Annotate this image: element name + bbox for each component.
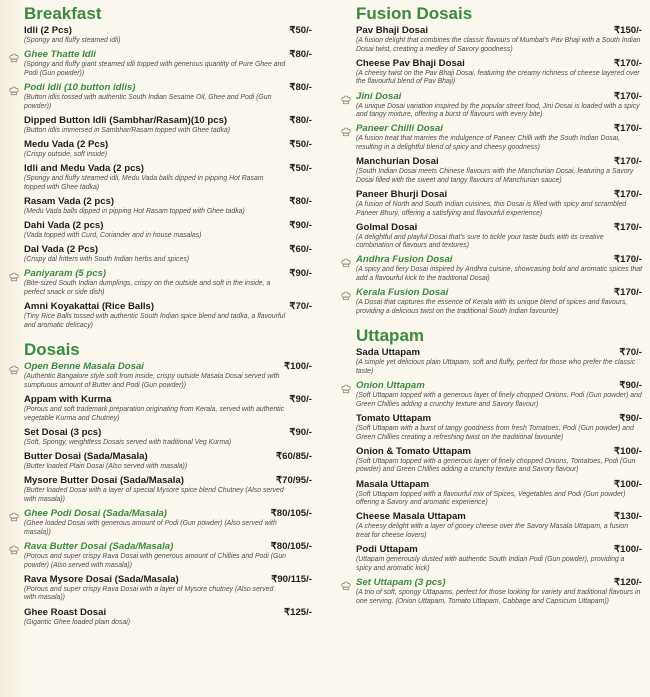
menu-item — [24, 244, 312, 265]
item-price: ₹60/85/- — [276, 451, 312, 463]
item-description: (Ghee loaded Dosai with generous amount of Podi (Gun powder) (Also served with masala)) — [24, 520, 277, 536]
item-description: (Spongy and fluffy giant steamed idli topped with generous quantity of Pure Ghee and Podi (Gun powder)) — [24, 61, 286, 77]
item-price: ₹170/- — [614, 90, 642, 102]
item-name: Ghee Thatte Idli — [24, 49, 96, 61]
item-price: ₹170/- — [614, 57, 642, 69]
item-price: ₹60/- — [289, 244, 312, 256]
menu-item — [356, 413, 642, 442]
item-price: ₹130/- — [614, 511, 642, 523]
chef-hat-icon — [9, 362, 19, 372]
item-name: Rasam Vada (2 pcs) — [24, 195, 115, 207]
menu-item — [24, 394, 312, 423]
chef-hat-icon — [341, 255, 351, 265]
menu-item — [24, 361, 312, 390]
item-description: (Butter loaded Dosai with a layer of special Mysore spice blend Chutney (Also served with masala)) — [24, 487, 284, 503]
menu-item — [24, 508, 312, 537]
chef-hat-icon — [9, 509, 19, 519]
item-name: Andhra Fusion Dosai — [356, 254, 453, 266]
chef-hat-icon — [341, 92, 351, 102]
item-name: Dipped Button Idli (Sambhar/Rasam)(10 pcs) — [24, 114, 228, 126]
menu-item — [356, 156, 642, 185]
item-price: ₹100/- — [614, 478, 642, 490]
item-description: (A fusion delight that combines the classic flavours of Mumbai's Pav Bhaji with a South Indian Dosai twist, creating a medley of Savory goodness) — [356, 37, 641, 53]
item-price: ₹50/- — [289, 138, 312, 150]
section-title: Uttapam — [356, 326, 425, 346]
item-description: (Medu Vada balls dipped in pipping Hot Rasam topped with Ghee tadka) — [24, 207, 245, 215]
item-name: Butter Dosai (Sada/Masala) — [24, 451, 148, 463]
item-name: Jini Dosai — [356, 90, 402, 102]
menu-item — [356, 511, 642, 540]
item-name: Cheese Pav Bhaji Dosai — [356, 57, 465, 69]
item-name: Cheese Masala Uttapam — [356, 511, 466, 523]
item-description: (A trio of soft, spongy Uttapams, perfect for those looking for variety and traditional flavours in one serving. (Onion Uttapam, Tomato Uttapam, Cabbage and Capsicum Uttapam)) — [356, 588, 641, 605]
item-description: (A cheesy delight with a layer of gooey cheese over the Savory Masala Uttapam, a fusion treat for cheese lovers) — [356, 523, 629, 539]
item-price: ₹170/- — [614, 156, 642, 168]
item-description: (Uttapam generously dusted with authentic South Indian Podi (Gun powder), providing a spicy and aromatic kick) — [356, 556, 625, 572]
item-name: Kerala Fusion Dosai — [356, 287, 449, 299]
item-price: ₹70/- — [289, 301, 312, 313]
menu-item — [24, 451, 312, 472]
item-name: Idli and Medu Vada (2 pcs) — [24, 163, 144, 175]
item-name: Idli (2 Pcs) — [24, 25, 72, 36]
menu-section-dosais — [24, 340, 312, 627]
chef-hat-icon — [9, 269, 19, 279]
menu-section-breakfast — [24, 4, 312, 330]
menu-item — [24, 541, 312, 570]
item-price: ₹80/- — [289, 49, 312, 61]
item-description: (Spongy and fluffy steamed idli, Medu Vada balls dipped in pipping Hot Rasam topped with Ghee tadka) — [24, 175, 264, 191]
item-description: (A unique Dosai variation inspired by the popular street food, Jini Dosai is loaded with a spicy and tangy mixture, offering a burst of flavours with every bite) — [356, 102, 640, 119]
item-name: Onion & Tomato Uttapam — [356, 445, 471, 457]
item-price: ₹80/- — [289, 114, 312, 126]
item-price: ₹70/- — [619, 347, 642, 359]
item-price: ₹90/- — [289, 220, 312, 232]
menu-item — [24, 196, 312, 217]
item-description: (Porous and super crispy Rava Dosai with a layer of Mysore chutney (Also served with masala)) — [24, 585, 274, 602]
item-description: (A spicy and fiery Dosai inspired by Andhra cuisine, showcasing bold and aromatic spices that add a flavourful kick to the traditional Dosai) — [356, 266, 642, 283]
item-price: ₹80/- — [289, 81, 312, 93]
item-description: (Soft Uttapam with a burst of tangy goodness from fresh Tomatoes, Podi (Gun powder) and Green Chillies creating a refreshing twist on the traditional favourite) — [356, 425, 634, 441]
item-name: Mysore Butter Dosai (Sada/Masala) — [24, 475, 184, 487]
chef-hat-icon — [341, 124, 351, 134]
item-description: (Vada topped with Curd, Coriander and in house masalas) — [24, 232, 202, 240]
item-name: Masala Uttapam — [356, 478, 430, 490]
menu-item — [24, 607, 312, 628]
item-name: Rava Mysore Dosai (Sada/Masala) — [24, 573, 179, 585]
item-name: Open Benne Masala Dosai — [24, 361, 144, 373]
item-price: ₹90/- — [289, 427, 312, 438]
menu-item — [356, 222, 642, 251]
menu-item — [356, 287, 642, 316]
item-name: Paneer Bhurji Dosai — [356, 188, 448, 200]
item-description: (Spongy and fluffy steamed idli) — [24, 37, 121, 44]
menu-item — [356, 254, 642, 283]
item-name: Amni Koyakattai (Rice Balls) — [24, 301, 155, 313]
menu-item — [356, 446, 642, 475]
item-description: (Soft Uttapam topped with a flavourful mix of Spices, Vegetables and Podi (Gun powder) offering a Savory and aromatic experience) — [356, 490, 626, 507]
menu-item — [356, 577, 642, 606]
section-title: Dosais — [24, 340, 80, 360]
item-name: Ghee Podi Dosai (Sada/Masala) — [24, 508, 167, 520]
menu-item — [356, 347, 642, 376]
item-description: (Tiny Rice Balls tossed with authentic South Indian spice blend and tadka, a flavourful and aromatic delicacy) — [24, 313, 286, 329]
menu-item — [356, 123, 642, 152]
item-name: Pav Bhaji Dosai — [356, 25, 428, 36]
item-name: Golmal Dosai — [356, 221, 418, 233]
item-price: ₹170/- — [614, 123, 642, 135]
item-price: ₹90/115/- — [271, 573, 312, 585]
item-name: Podi Idli (10 button idlis) — [24, 81, 136, 93]
item-description: (Soft Uttapam topped with a generous layer of finely chopped Onions, Tomatoes, Podi (Gun powder) and Green Chillies adding a crunchy texture and Savory flavour) — [356, 457, 636, 474]
item-price: ₹170/- — [614, 287, 642, 299]
item-description: (Crispy outside, soft inside) — [24, 150, 108, 158]
menu-item — [356, 544, 642, 573]
item-price: ₹80/105/- — [270, 508, 312, 520]
item-price: ₹170/- — [614, 188, 642, 200]
item-price: ₹125/- — [284, 606, 312, 618]
item-description: (Button idlis tossed with authentic South Indian Sesame Oil, Ghee and Podi (Gun powder)) — [24, 93, 272, 110]
item-description: (Porous and soft trademark preparation originating from Kerala, served with authentic vegetable Kurma and Chutney) — [24, 406, 285, 422]
item-name: Onion Uttapam — [356, 380, 425, 392]
item-price: ₹90/- — [619, 413, 642, 424]
item-description: (Soft Uttapam topped with a generous layer of finely chopped Onions, Podi (Gun powder) and Green Chillies adding a crunchy texture and Savory flavour) — [356, 392, 642, 408]
item-price: ₹170/- — [614, 254, 642, 266]
item-price: ₹50/- — [289, 25, 312, 36]
chef-hat-icon — [9, 542, 19, 552]
chef-hat-icon — [341, 381, 351, 391]
section-title: Breakfast — [24, 4, 102, 23]
item-name: Rava Butter Dosai (Sada/Masala) — [24, 540, 174, 552]
item-description: (Porous and super crispy Rava Dosai with generous amount of Chillies and Podi (Gun powder) (Also served with masala)) — [24, 552, 286, 569]
item-price: ₹90/- — [289, 394, 312, 406]
item-name: Paneer Chilli Dosai — [356, 123, 443, 135]
item-description: (A delightful and playful Dosai that's sure to tickle your taste buds with its creative combination of flavours and textures) — [356, 233, 604, 250]
menu-section-fusion-dosais — [356, 4, 642, 316]
menu-item — [356, 479, 642, 508]
menu-section-uttapam — [356, 326, 642, 606]
item-name: Tomato Uttapam — [356, 413, 431, 424]
item-description: (A fusion treat that marries the indulgence of Paneer Chilli with the South Indian Dosai, resulting in a delightful blend of spicy and cheesy goodness) — [356, 135, 621, 151]
item-name: Set Uttapam (3 pcs) — [356, 576, 446, 588]
item-description: (Crispy dal fritters with South Indian herbs and spices) — [24, 256, 190, 264]
menu-item — [24, 427, 312, 448]
item-name: Appam with Kurma — [24, 394, 112, 406]
menu-item — [24, 163, 312, 192]
item-description: (A simple yet delicious plain Uttapam, soft and fluffy, perfect for those who prefer the classic taste) — [356, 359, 636, 376]
item-name: Medu Vada (2 Pcs) — [24, 138, 109, 150]
item-description: (A cheesy twist on the Pav Bhaji Dosai, featuring the creamy richness of cheese layered over the flavourful blend of Pav Bhaji) — [356, 69, 640, 86]
menu-item — [24, 475, 312, 504]
item-price: ₹150/- — [614, 25, 642, 36]
item-name: Podi Uttapam — [356, 544, 418, 556]
item-price: ₹80/- — [289, 195, 312, 207]
chef-hat-icon — [9, 83, 19, 93]
menu-item — [24, 49, 312, 78]
item-price: ₹100/- — [284, 361, 312, 373]
menu-item — [24, 82, 312, 111]
menu-item — [356, 25, 642, 54]
menu-item — [24, 115, 312, 136]
item-description: (South Indian Dosai meets Chinese flavours with the Manchurian Dosai, featuring a Savory Dosai filled with the sweet and tangy flavours of Manchurian sauce) — [356, 168, 634, 184]
menu-item — [24, 301, 312, 330]
item-description: (Butter loaded Plain Dosai (Also served with masala)) — [24, 463, 188, 471]
menu-item — [24, 139, 312, 160]
item-description: (Gigantic Ghee loaded plain dosai) — [24, 618, 131, 626]
menu-item — [24, 268, 312, 297]
item-description: (Authentic Bangalore style soft from inside, crispy outside Masala Dosai served with sumptuous amount of Butter and Podi (Gun powder)) — [24, 373, 280, 390]
item-price: ₹80/105/- — [270, 540, 312, 552]
item-description: (A fusion of North and South Indian cuisines, this Dosai is filled with spicy and scrambled Paneer Bhurji, offering a satisfying and flavourful experience) — [356, 200, 627, 217]
item-name: Dal Vada (2 Pcs) — [24, 244, 99, 256]
menu-item — [356, 58, 642, 87]
menu-item — [356, 380, 642, 409]
item-description: (Soft, Spongy, weightless Dosais served with traditional Veg Kurma) — [24, 439, 232, 446]
menu-item — [24, 220, 312, 241]
item-price: ₹70/95/- — [276, 475, 312, 487]
item-price: ₹100/- — [614, 544, 642, 556]
menu-column-left — [24, 4, 312, 637]
section-title: Fusion Dosais — [356, 4, 473, 23]
item-price: ₹100/- — [614, 445, 642, 457]
item-price: ₹90/- — [619, 380, 642, 392]
chef-hat-icon — [9, 50, 19, 60]
chef-hat-icon — [341, 288, 351, 298]
item-name: Paniyaram (5 pcs) — [24, 268, 107, 280]
menu-item — [24, 25, 312, 46]
item-price: ₹90/- — [289, 268, 312, 280]
menu-item — [356, 91, 642, 120]
item-description: (Button idlis immersed in Sambhar/Rasam topped with Ghee tadka) — [24, 126, 231, 134]
menu-column-right — [356, 4, 642, 616]
item-price: ₹120/- — [614, 576, 642, 588]
item-description: (A Dosai that captures the essence of Kerala with its unique blend of spices and flavours, providing a delicious twist on the traditional South Indian favourite) — [356, 299, 628, 315]
item-name: Sada Uttapam — [356, 347, 420, 359]
item-name: Ghee Roast Dosai — [24, 606, 107, 618]
item-name: Set Dosai (3 pcs) — [24, 427, 102, 438]
menu-item — [356, 189, 642, 218]
item-name: Manchurian Dosai — [356, 156, 439, 168]
menu-item — [24, 574, 312, 603]
item-price: ₹170/- — [614, 221, 642, 233]
item-description: (Bite-sized South Indian dumplings, crispy on the outside and soft in the inside, a perfect snack or side dish) — [24, 280, 271, 297]
item-price: ₹50/- — [289, 163, 312, 175]
chef-hat-icon — [341, 578, 351, 588]
item-name: Dahi Vada (2 pcs) — [24, 220, 104, 232]
